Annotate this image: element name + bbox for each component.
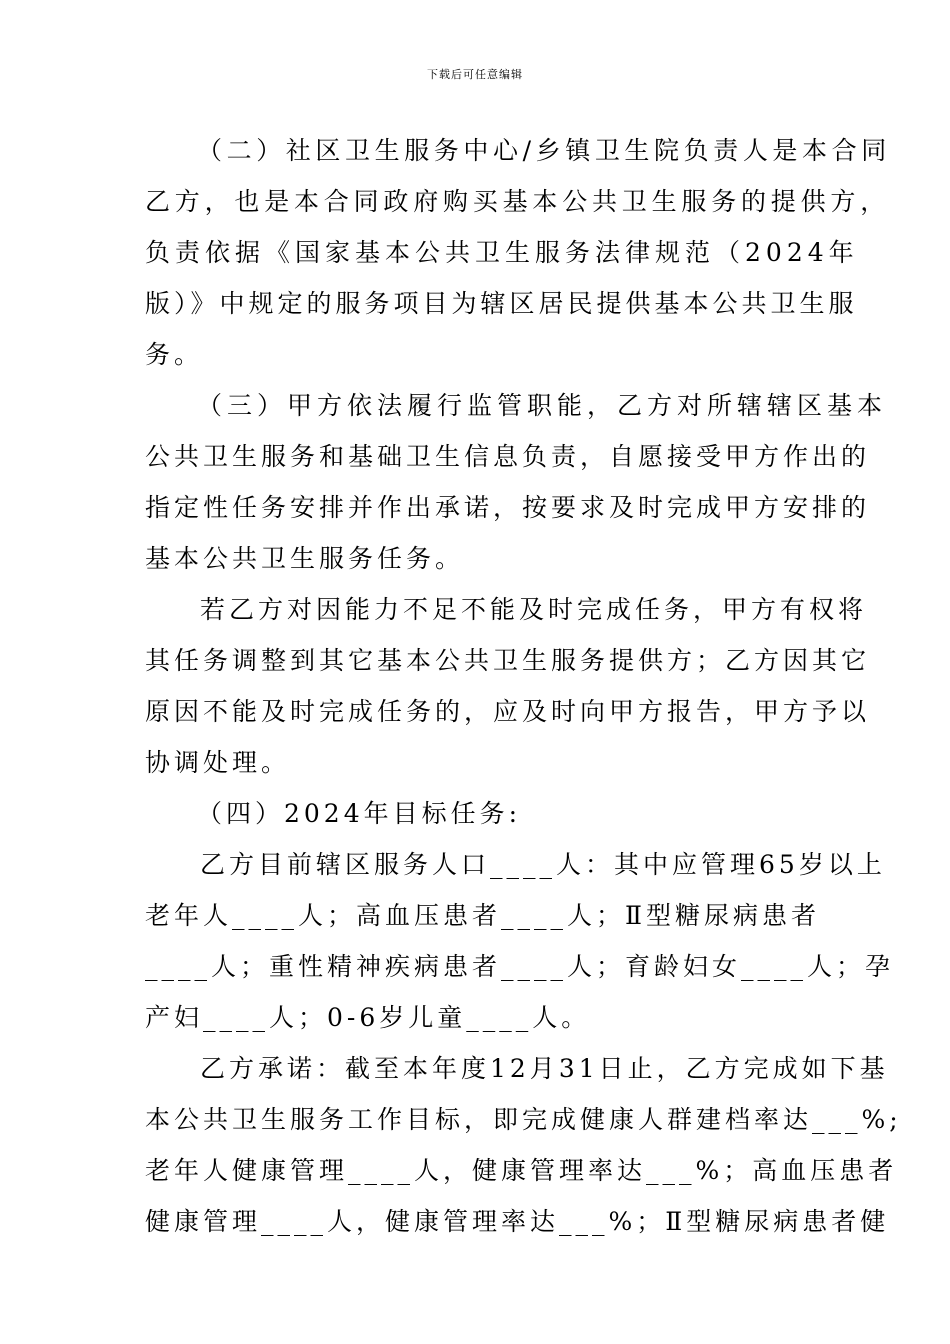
paragraph-line: 版）》中规定的服务项目为辖区居民提供基本公共卫生服 — [145, 289, 858, 318]
paragraph-line: 乙方承诺：截至本年度12月31日止，乙方完成如下基 — [200, 1054, 889, 1083]
paragraph-line: 负责依据《国家基本公共卫生服务法律规范（2024年 — [145, 238, 859, 267]
paragraph-line: 健康管理____人，健康管理率达___%；Ⅱ型糖尿病患者健 — [145, 1207, 890, 1236]
page-header: 下载后可任意编辑 — [427, 68, 523, 81]
paragraph-line: 乙方目前辖区服务人口____人：其中应管理65岁以上 — [200, 850, 886, 879]
paragraph-line: （三）甲方依法履行监管职能，乙方对所辖辖区基本 — [197, 391, 888, 420]
paragraph-line: 公共卫生服务和基础卫生信息负责，自愿接受甲方作出的 — [145, 442, 871, 471]
paragraph-line: 务。 — [145, 340, 204, 369]
paragraph-line: 协调处理。 — [145, 748, 291, 777]
paragraph-line: 本公共卫生服务工作目标，即完成健康人群建档率达___%; — [145, 1105, 902, 1134]
paragraph-line: 原因不能及时完成任务的，应及时向甲方报告，甲方予以 — [145, 697, 871, 726]
paragraph-line: 老年人健康管理____人，健康管理率达___%；高血压患者 — [145, 1156, 898, 1185]
paragraph-line: 老年人____人；高血压患者____人；Ⅱ型糖尿病患者 — [145, 901, 820, 930]
section-heading: （四）2024年目标任务: — [197, 799, 522, 828]
paragraph-line: （二）社区卫生服务中心/乡镇卫生院负责人是本合同 — [197, 136, 891, 165]
paragraph-line: 基本公共卫生服务任务。 — [145, 544, 465, 573]
paragraph-line: 指定性任务安排并作出承诺，按要求及时完成甲方安排的 — [145, 493, 871, 522]
paragraph-line: 乙方，也是本合同政府购买基本公共卫生服务的提供方， — [145, 187, 891, 216]
document-body — [145, 125, 902, 1247]
paragraph-line: ____人；重性精神疾病患者____人；育龄妇女____人；孕 — [145, 952, 895, 981]
paragraph-line: 其任务调整到其它基本公共卫生服务提供方；乙方因其它 — [145, 646, 871, 675]
paragraph-line: 若乙方对因能力不足不能及时完成任务，甲方有权将 — [200, 595, 868, 624]
paragraph-line: 产妇____人；0-6岁儿童____人。 — [145, 1003, 591, 1032]
